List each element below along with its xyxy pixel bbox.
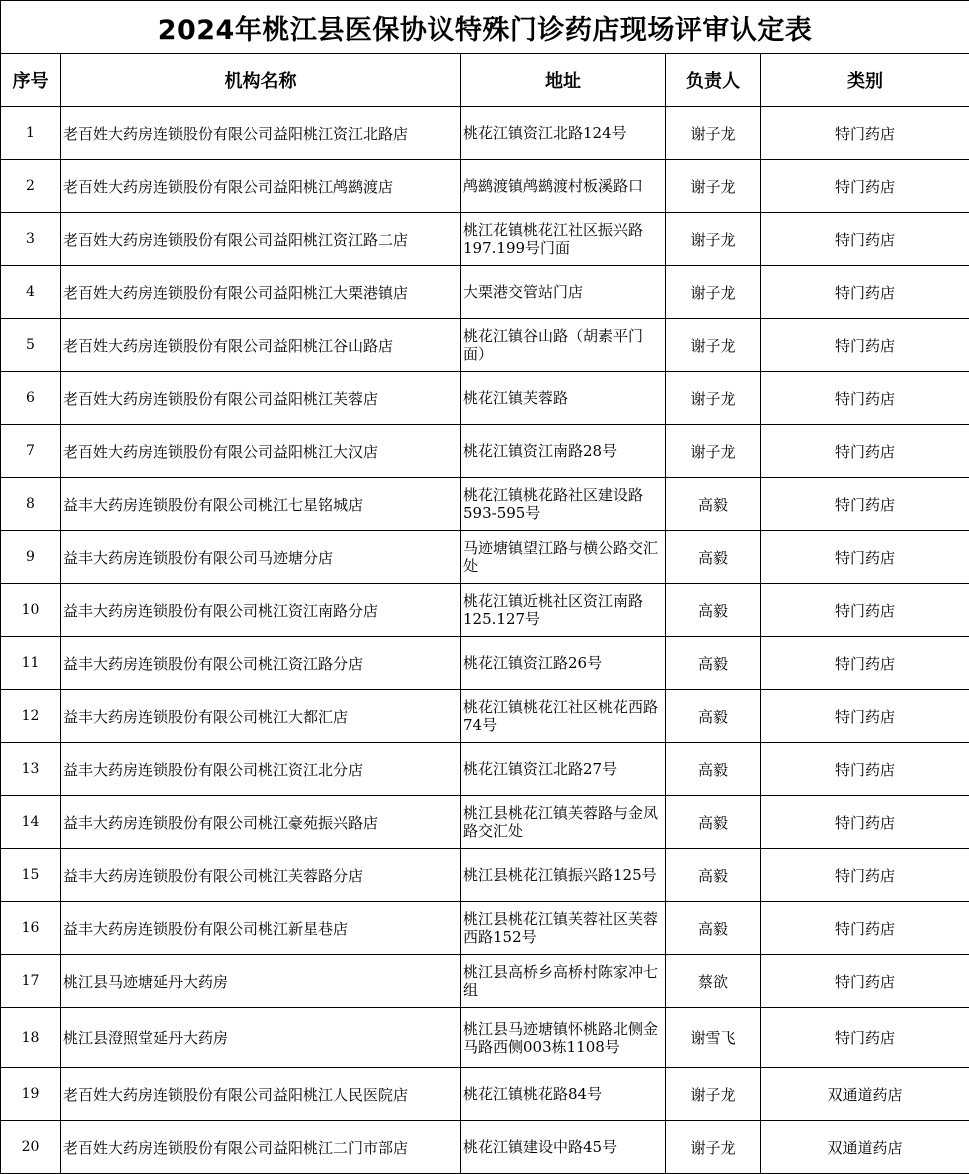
cell-name: 老百姓大药房连锁股份有限公司益阳桃江芙蓉店	[61, 372, 461, 425]
cell-type: 特门药店	[761, 902, 969, 955]
table-row	[1, 531, 969, 584]
cell-type: 特门药店	[761, 531, 969, 584]
cell-person: 高毅	[666, 849, 761, 902]
cell-type: 特门药店	[761, 319, 969, 372]
table-row	[1, 743, 969, 796]
cell-no: 2	[1, 160, 61, 213]
cell-name: 老百姓大药房连锁股份有限公司益阳桃江谷山路店	[61, 319, 461, 372]
table-row	[1, 160, 969, 213]
cell-person: 谢子龙	[666, 425, 761, 478]
cell-no: 8	[1, 478, 61, 531]
cell-no: 11	[1, 637, 61, 690]
cell-type: 特门药店	[761, 160, 969, 213]
cell-no: 3	[1, 213, 61, 266]
cell-address: 桃花江镇资江北路124号	[461, 107, 666, 160]
cell-address: 大栗港交管站门店	[461, 266, 666, 319]
header-no: 序号	[1, 54, 61, 107]
cell-name: 老百姓大药房连锁股份有限公司益阳桃江资江北路店	[61, 107, 461, 160]
cell-type: 特门药店	[761, 637, 969, 690]
table-row	[1, 425, 969, 478]
cell-no: 4	[1, 266, 61, 319]
table-title: 2024年桃江县医保协议特殊门诊药店现场评审认定表	[1, 1, 969, 54]
cell-name: 益丰大药房连锁股份有限公司桃江七星铭城店	[61, 478, 461, 531]
cell-name: 益丰大药房连锁股份有限公司桃江大都汇店	[61, 690, 461, 743]
cell-address: 桃花江镇芙蓉路	[461, 372, 666, 425]
cell-name: 老百姓大药房连锁股份有限公司益阳桃江人民医院店	[61, 1068, 461, 1121]
cell-type: 特门药店	[761, 266, 969, 319]
cell-address: 桃花江镇资江南路28号	[461, 425, 666, 478]
cell-type: 特门药店	[761, 584, 969, 637]
cell-address: 桃江县桃花江镇芙蓉路与金凤路交汇处	[461, 796, 666, 849]
cell-address: 桃江县高桥乡高桥村陈家冲七组	[461, 955, 666, 1008]
cell-address: 鸬鹚渡镇鸬鹚渡村板溪路口	[461, 160, 666, 213]
table-row	[1, 478, 969, 531]
cell-no: 13	[1, 743, 61, 796]
cell-no: 10	[1, 584, 61, 637]
cell-person: 谢子龙	[666, 160, 761, 213]
cell-address: 桃江县马迹塘镇怀桃路北侧金马路西侧003栋1108号	[461, 1008, 666, 1068]
cell-no: 12	[1, 690, 61, 743]
table-row	[1, 107, 969, 160]
cell-address: 桃江县桃花江镇芙蓉社区芙蓉西路152号	[461, 902, 666, 955]
cell-no: 15	[1, 849, 61, 902]
cell-type: 特门药店	[761, 107, 969, 160]
header-address: 地址	[461, 54, 666, 107]
cell-no: 18	[1, 1008, 61, 1068]
cell-no: 7	[1, 425, 61, 478]
table-row	[1, 902, 969, 955]
cell-person: 谢子龙	[666, 107, 761, 160]
cell-person: 高毅	[666, 743, 761, 796]
cell-no: 20	[1, 1121, 61, 1174]
cell-name: 老百姓大药房连锁股份有限公司益阳桃江大汉店	[61, 425, 461, 478]
table-row	[1, 1008, 969, 1068]
cell-name: 老百姓大药房连锁股份有限公司益阳桃江鸬鹚渡店	[61, 160, 461, 213]
table-row	[1, 266, 969, 319]
header-name: 机构名称	[61, 54, 461, 107]
cell-no: 5	[1, 319, 61, 372]
table-row	[1, 796, 969, 849]
table-row	[1, 1121, 969, 1174]
cell-type: 特门药店	[761, 372, 969, 425]
cell-person: 高毅	[666, 796, 761, 849]
cell-type: 特门药店	[761, 955, 969, 1008]
cell-name: 老百姓大药房连锁股份有限公司益阳桃江大栗港镇店	[61, 266, 461, 319]
cell-person: 高毅	[666, 531, 761, 584]
cell-name: 益丰大药房连锁股份有限公司桃江资江南路分店	[61, 584, 461, 637]
cell-type: 特门药店	[761, 478, 969, 531]
cell-no: 1	[1, 107, 61, 160]
table-row	[1, 849, 969, 902]
cell-address: 桃花江镇桃花江社区桃花西路74号	[461, 690, 666, 743]
table-row	[1, 1068, 969, 1121]
cell-name: 桃江县马迹塘延丹大药房	[61, 955, 461, 1008]
header-person: 负责人	[666, 54, 761, 107]
cell-type: 双通道药店	[761, 1068, 969, 1121]
cell-person: 谢子龙	[666, 319, 761, 372]
cell-person: 谢子龙	[666, 266, 761, 319]
cell-person: 高毅	[666, 902, 761, 955]
cell-person: 谢子龙	[666, 1068, 761, 1121]
cell-no: 14	[1, 796, 61, 849]
cell-name: 益丰大药房连锁股份有限公司马迹塘分店	[61, 531, 461, 584]
table-row	[1, 690, 969, 743]
table-row	[1, 372, 969, 425]
cell-name: 益丰大药房连锁股份有限公司桃江新星巷店	[61, 902, 461, 955]
cell-type: 双通道药店	[761, 1121, 969, 1174]
header-type: 类别	[761, 54, 969, 107]
cell-type: 特门药店	[761, 1008, 969, 1068]
cell-type: 特门药店	[761, 743, 969, 796]
table-row	[1, 213, 969, 266]
cell-person: 谢子龙	[666, 372, 761, 425]
cell-person: 谢雪飞	[666, 1008, 761, 1068]
cell-name: 桃江县澄照堂延丹大药房	[61, 1008, 461, 1068]
cell-person: 高毅	[666, 690, 761, 743]
cell-address: 桃花江镇桃花路84号	[461, 1068, 666, 1121]
cell-name: 益丰大药房连锁股份有限公司桃江芙蓉路分店	[61, 849, 461, 902]
cell-type: 特门药店	[761, 849, 969, 902]
cell-name: 老百姓大药房连锁股份有限公司益阳桃江资江路二店	[61, 213, 461, 266]
cell-name: 益丰大药房连锁股份有限公司桃江豪苑振兴路店	[61, 796, 461, 849]
cell-type: 特门药店	[761, 213, 969, 266]
cell-address: 桃花江镇资江北路27号	[461, 743, 666, 796]
cell-person: 蔡欲	[666, 955, 761, 1008]
cell-address: 桃江县桃花江镇振兴路125号	[461, 849, 666, 902]
table-row	[1, 955, 969, 1008]
cell-no: 19	[1, 1068, 61, 1121]
cell-name: 益丰大药房连锁股份有限公司桃江资江北分店	[61, 743, 461, 796]
table-row	[1, 637, 969, 690]
header-row	[1, 54, 969, 107]
cell-person: 高毅	[666, 637, 761, 690]
cell-address: 马迹塘镇望江路与横公路交汇处	[461, 531, 666, 584]
table-row	[1, 584, 969, 637]
cell-person: 高毅	[666, 584, 761, 637]
cell-type: 特门药店	[761, 690, 969, 743]
cell-address: 桃花江镇谷山路（胡素平门面）	[461, 319, 666, 372]
cell-address: 桃江花镇桃花江社区振兴路197.199号门面	[461, 213, 666, 266]
cell-person: 高毅	[666, 478, 761, 531]
cell-no: 6	[1, 372, 61, 425]
cell-no: 9	[1, 531, 61, 584]
cell-no: 17	[1, 955, 61, 1008]
cell-address: 桃花江镇近桃社区资江南路125.127号	[461, 584, 666, 637]
table-row	[1, 319, 969, 372]
cell-person: 谢子龙	[666, 1121, 761, 1174]
cell-name: 益丰大药房连锁股份有限公司桃江资江路分店	[61, 637, 461, 690]
cell-person: 谢子龙	[666, 213, 761, 266]
cell-no: 16	[1, 902, 61, 955]
cell-name: 老百姓大药房连锁股份有限公司益阳桃江二门市部店	[61, 1121, 461, 1174]
cell-address: 桃花江镇桃花路社区建设路593-595号	[461, 478, 666, 531]
cell-address: 桃花江镇建设中路45号	[461, 1121, 666, 1174]
cell-address: 桃花江镇资江路26号	[461, 637, 666, 690]
cell-type: 特门药店	[761, 796, 969, 849]
cell-type: 特门药店	[761, 425, 969, 478]
